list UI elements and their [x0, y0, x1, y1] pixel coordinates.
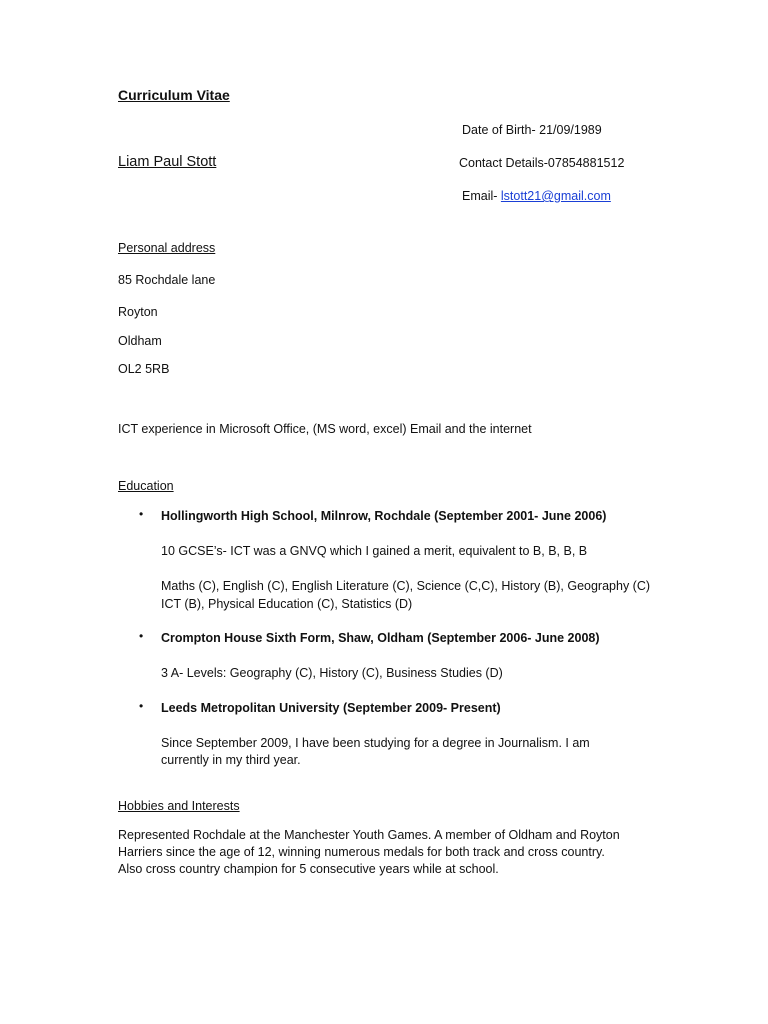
education-item-text: Maths (C), English (C), English Literature (C), Science (C,C), History (B), Geography (C) [161, 579, 651, 593]
address-line: 85 Rochdale lane [118, 273, 216, 287]
hobbies-text: Harriers since the age of 12, winning numerous medals for both track and cross country. [118, 845, 605, 859]
ict-experience: ICT experience in Microsoft Office, (MS word, excel) Email and the internet [118, 422, 532, 436]
email-line [462, 188, 611, 205]
education-item-title: Hollingworth High School, Milnrow, Rochdale (September 2001- June 2006) [161, 509, 607, 523]
bullet-icon: • [139, 629, 144, 643]
education-heading: Education [118, 479, 174, 493]
education-item-text: 10 GCSE’s- ICT was a GNVQ which I gained a merit, equivalent to B, B, B, B [161, 544, 588, 558]
hobbies-text: Also cross country champion for 5 consecutive years while at school. [118, 862, 499, 876]
education-item-text: Since September 2009, I have been studying for a degree in Journalism. I am [161, 736, 590, 750]
email-label: Email- [462, 189, 501, 203]
document-title: Curriculum Vitae [118, 87, 230, 103]
address-line: OL2 5RB [118, 362, 170, 376]
email-link[interactable]: lstott21@gmail.com [500, 189, 611, 203]
education-item-text: currently in my third year. [161, 753, 301, 767]
date-of-birth: Date of Birth- 21/09/1989 [462, 123, 602, 137]
address-line: Royton [118, 305, 158, 319]
education-item-title: Crompton House Sixth Form, Shaw, Oldham (September 2006- June 2008) [161, 631, 600, 645]
address-line: Oldham [118, 334, 162, 348]
bullet-icon: • [139, 699, 144, 713]
hobbies-heading: Hobbies and Interests [118, 799, 240, 813]
person-name: Liam Paul Stott [118, 154, 217, 170]
hobbies-text: Represented Rochdale at the Manchester Youth Games. A member of Oldham and Royton [118, 828, 620, 842]
address-heading: Personal address [118, 241, 216, 255]
bullet-icon: • [139, 507, 144, 521]
education-item-title: Leeds Metropolitan University (September 2009- Present) [161, 701, 501, 715]
education-item-text: ICT (B), Physical Education (C), Statistics (D) [161, 597, 413, 611]
contact-details: Contact Details-07854881512 [459, 156, 625, 170]
education-item-text: 3 A- Levels: Geography (C), History (C), Business Studies (D) [161, 666, 503, 680]
